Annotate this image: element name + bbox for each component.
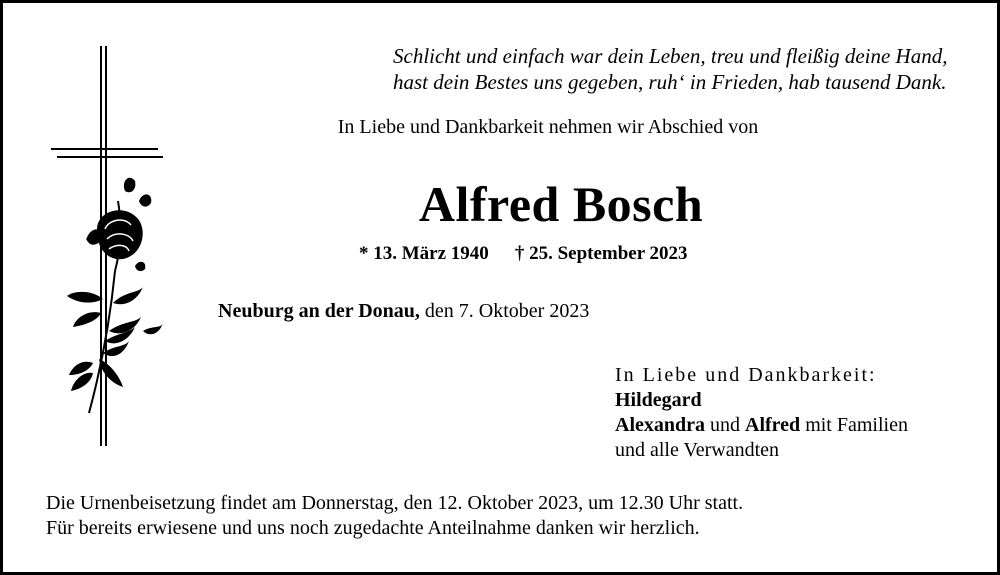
poem-verse bbox=[393, 43, 983, 95]
birth-date: * 13. März 1940 bbox=[359, 243, 489, 264]
death-date: † 25. September 2023 bbox=[514, 243, 688, 264]
mourner-alfred: Alfred bbox=[745, 414, 801, 436]
mourners-block bbox=[615, 363, 908, 463]
poem-line-2: hast dein Bestes uns gegeben, ruh‘ in Frieden, hab tausend Dank. bbox=[393, 70, 947, 94]
footer-text bbox=[46, 491, 743, 541]
mourners-line-2: Alexandra und Alfred mit Familien bbox=[615, 414, 908, 436]
mourner-hildegard: Hildegard bbox=[615, 389, 702, 411]
deceased-name: Alfred Bosch bbox=[418, 176, 704, 232]
place-city: Neuburg an der Donau, bbox=[218, 300, 420, 322]
footer-line-2: Für bereits erwiesene und uns noch zugedachte Anteilnahme danken wir herzlich. bbox=[46, 517, 700, 539]
footer-line-1: Die Urnenbeisetzung findet am Donnerstag, den 12. Oktober 2023, um 12.30 Uhr statt. bbox=[46, 492, 744, 514]
intro-text: In Liebe und Dankbarkeit nehmen wir Abschied von bbox=[337, 116, 759, 138]
mourner-alexandra: Alexandra bbox=[615, 414, 705, 436]
poem-line-1: Schlicht und einfach war dein Leben, treu und fleißig deine Hand, bbox=[393, 44, 948, 68]
place-and-date bbox=[218, 300, 589, 323]
cross-with-rose-icon bbox=[43, 41, 173, 451]
mourners-line-3: und alle Verwandten bbox=[615, 439, 780, 461]
life-dates bbox=[359, 243, 688, 265]
mourners-heading: In Liebe und Dankbarkeit: bbox=[615, 364, 877, 386]
notice-date: den 7. Oktober 2023 bbox=[419, 300, 590, 322]
